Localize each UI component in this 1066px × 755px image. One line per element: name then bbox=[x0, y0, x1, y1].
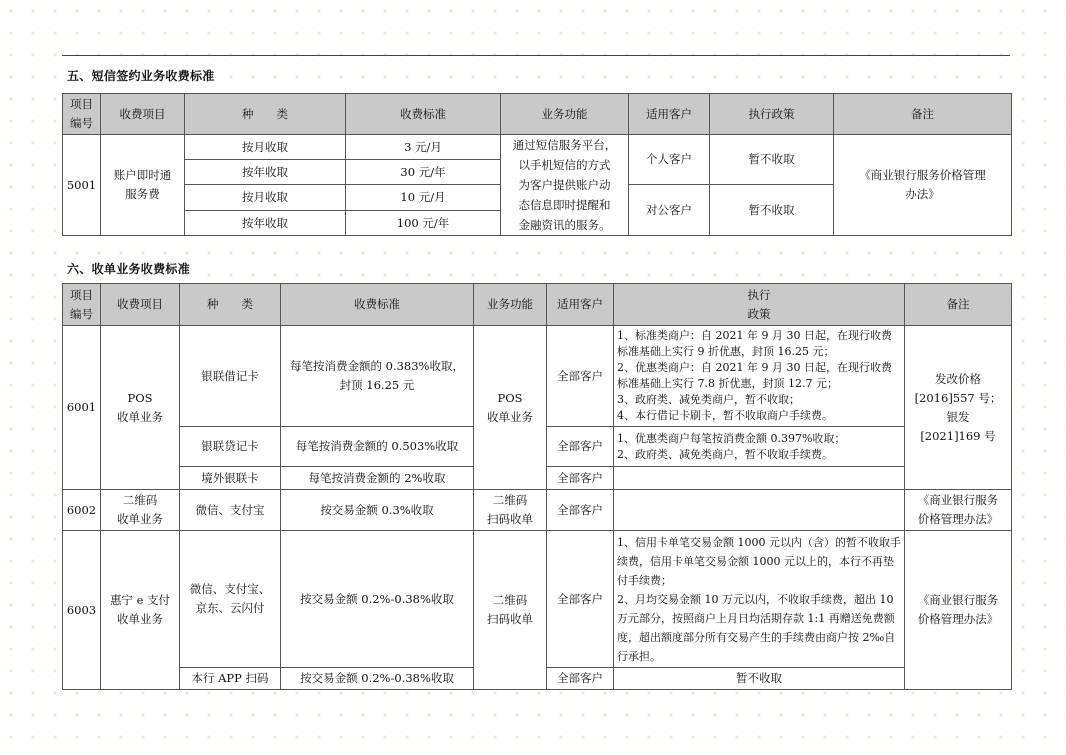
remark: 《商业银行服务价格管理 办法》 bbox=[834, 135, 1012, 236]
fee-type: 境外银联卡 bbox=[180, 467, 281, 490]
item-code: 6003 bbox=[63, 531, 101, 690]
applicable-customer: 个人客户 bbox=[629, 135, 710, 185]
fee-standard: 100 元/年 bbox=[346, 211, 501, 236]
header-remark: 备注 bbox=[905, 284, 1012, 326]
policy: 暂不收取 bbox=[614, 668, 905, 690]
header-customer: 适用客户 bbox=[547, 284, 614, 326]
section-6-heading: 六、收单业务收费标准 bbox=[67, 262, 191, 276]
applicable-customer: 全部客户 bbox=[547, 490, 614, 531]
fee-standard: 按交易金额 0.2%-0.38%收取 bbox=[281, 668, 474, 690]
header-item: 收费项目 bbox=[101, 284, 180, 326]
header-policy: 执行政策 bbox=[710, 94, 834, 135]
fee-type: 微信、支付宝、 京东、云闪付 bbox=[180, 531, 281, 668]
header-policy: 执行 政策 bbox=[614, 284, 905, 326]
fee-standard: 按交易金额 0.2%-0.38%收取 bbox=[281, 531, 474, 668]
header-remark: 备注 bbox=[834, 94, 1012, 135]
table-header-row bbox=[63, 94, 1012, 135]
policy bbox=[614, 490, 905, 531]
table-row bbox=[63, 135, 1012, 160]
table-header-row bbox=[63, 284, 1012, 326]
policy: 1、优惠类商户每笔按消费金额 0.397%收取； 2、政府类、减免类商户，暂不收取手续费。 bbox=[614, 427, 905, 467]
header-item: 收费项目 bbox=[101, 94, 185, 135]
fee-standard: 每笔按消费金额的 0.383%收取， 封顶 16.25 元 bbox=[281, 326, 474, 427]
business-function: 二维码 扫码收单 bbox=[474, 531, 547, 690]
business-function: 二维码 扫码收单 bbox=[474, 490, 547, 531]
policy: 暂不收取 bbox=[710, 135, 834, 185]
business-function: POS 收单业务 bbox=[474, 326, 547, 490]
remark: 发改价格 [2016]557 号； 银发 [2021]169 号 bbox=[905, 326, 1012, 490]
fee-standard: 每笔按消费金额的 0.503%收取 bbox=[281, 427, 474, 467]
item-code: 5001 bbox=[63, 135, 101, 236]
item-code: 6001 bbox=[63, 326, 101, 490]
policy: 暂不收取 bbox=[710, 185, 834, 236]
header-type: 种 类 bbox=[185, 94, 346, 135]
header-function: 业务功能 bbox=[501, 94, 629, 135]
fee-standard: 每笔按消费金额的 2%收取 bbox=[281, 467, 474, 490]
fee-item: 账户即时通 服务费 bbox=[101, 135, 185, 236]
table-row bbox=[63, 490, 1012, 531]
applicable-customer: 全部客户 bbox=[547, 326, 614, 427]
fee-standard: 3 元/月 bbox=[346, 135, 501, 160]
fee-type: 按月收取 bbox=[185, 135, 346, 160]
header-type: 种 类 bbox=[180, 284, 281, 326]
sms-fee-table bbox=[62, 93, 1012, 236]
item-code: 6002 bbox=[63, 490, 101, 531]
fee-standard: 按交易金额 0.3%收取 bbox=[281, 490, 474, 531]
fee-type: 按月收取 bbox=[185, 185, 346, 211]
fee-item: 二维码 收单业务 bbox=[101, 490, 180, 531]
acquiring-fee-table bbox=[62, 283, 1012, 690]
fee-type: 微信、支付宝 bbox=[180, 490, 281, 531]
applicable-customer: 对公客户 bbox=[629, 185, 710, 236]
header-standard: 收费标准 bbox=[281, 284, 474, 326]
fee-type: 按年收取 bbox=[185, 160, 346, 185]
header-customer: 适用客户 bbox=[629, 94, 710, 135]
fee-type: 银联借记卡 bbox=[180, 326, 281, 427]
policy: 1、信用卡单笔交易金额 1000 元以内（含）的暂不收取手续费，信用卡单笔交易金额 1000 元以上的，本行不再垫付手续费； 2、月均交易金额 10 万元以内，不收取手续费，超出 10 万元部分，按照商户上月日均活期存款 1:1 再赠送免费额度，超出额度部分所有交易产生的手续费由商户按 2‰自行承担。 bbox=[614, 531, 905, 668]
business-function: 通过短信服务平台， 以手机短信的方式 为客户提供账户动 态信息即时提醒和 金融资讯的服务。 bbox=[501, 135, 629, 236]
applicable-customer: 全部客户 bbox=[547, 531, 614, 668]
fee-item: 惠宁 e 支付 收单业务 bbox=[101, 531, 180, 690]
fee-item: POS 收单业务 bbox=[101, 326, 180, 490]
remark: 《商业银行服务 价格管理办法》 bbox=[905, 490, 1012, 531]
table-row bbox=[63, 326, 1012, 427]
table-row bbox=[63, 531, 1012, 668]
fee-type: 本行 APP 扫码 bbox=[180, 668, 281, 690]
header-code: 项目 编号 bbox=[63, 284, 101, 326]
header-function: 业务功能 bbox=[474, 284, 547, 326]
fee-standard: 30 元/年 bbox=[346, 160, 501, 185]
section-5-heading: 五、短信签约业务收费标准 bbox=[67, 69, 215, 83]
header-code: 项目 编号 bbox=[63, 94, 101, 135]
fee-type: 银联贷记卡 bbox=[180, 427, 281, 467]
applicable-customer: 全部客户 bbox=[547, 427, 614, 467]
applicable-customer: 全部客户 bbox=[547, 668, 614, 690]
policy: 1、标准类商户：自 2021 年 9 月 30 日起，在现行收费标准基础上实行 9 折优惠，封顶 16.25 元； 2、优惠类商户：自 2021 年 9 月 30 日起，在现行收费标准基础上实行 7.8 折优惠，封顶 12.7 元； 3、政府类、减免类商户，暂不收取； 4、本行借记卡刷卡，暂不收取商户手续费。 bbox=[614, 326, 905, 427]
fee-standard: 10 元/月 bbox=[346, 185, 501, 211]
applicable-customer: 全部客户 bbox=[547, 467, 614, 490]
header-rule bbox=[62, 55, 1010, 56]
policy bbox=[614, 467, 905, 490]
fee-type: 按年收取 bbox=[185, 211, 346, 236]
header-standard: 收费标准 bbox=[346, 94, 501, 135]
remark: 《商业银行服务 价格管理办法》 bbox=[905, 531, 1012, 690]
